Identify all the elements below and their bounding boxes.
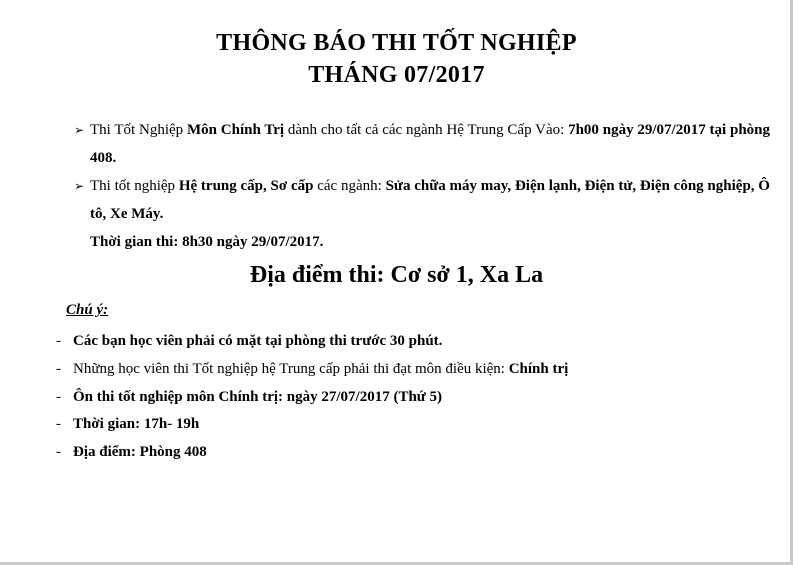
dash-bullet-icon: - bbox=[56, 389, 61, 405]
arrow-bullet-icon: ➢ bbox=[74, 123, 85, 137]
dash-bullet-icon: - bbox=[56, 444, 61, 460]
note-item-text: Những học viên thi Tốt nghiệp hệ Trung cấp phải thi đạt môn điều kiện: bbox=[73, 361, 509, 377]
note-item-text: Địa điểm: Phòng 408 bbox=[73, 444, 207, 460]
bullet1-subject: Môn Chính Trị bbox=[186, 122, 285, 138]
note-item-text: Các bạn học viên phải có mặt tại phòng thi trước 30 phút. bbox=[73, 333, 443, 349]
exam-bullet-politics-text bbox=[90, 116, 770, 172]
page-title-line2: THÁNG 07/2017 bbox=[308, 62, 485, 88]
exam-bullet-politics bbox=[74, 116, 770, 172]
note-item bbox=[56, 386, 442, 408]
exam-time-value: : 8h30 ngày 29/07/2017. bbox=[173, 234, 324, 250]
note-item-text: Ôn thi tốt nghiệp môn Chính trị: ngày 27/07/2017 (Thứ 5) bbox=[73, 389, 443, 405]
page-title-line1: THÔNG BÁO THI TỐT NGHIỆP bbox=[216, 30, 577, 56]
bullet1-datetime: 7h00 ngày 29/07/2017 tại phòng 408. bbox=[90, 122, 771, 166]
note-item-text: Thời gian: 17h- 19h bbox=[73, 416, 200, 432]
note-item bbox=[56, 413, 199, 435]
arrow-bullet-icon: ➢ bbox=[74, 179, 85, 193]
note-item bbox=[56, 358, 568, 380]
bullet2-majors: Sửa chữa máy may, Điện lạnh, Điện tử, Điện công nghiệp, Ô tô, Xe Máy. bbox=[90, 178, 770, 222]
bullet2-level: Hệ trung cấp, Sơ cấp bbox=[178, 178, 314, 194]
exam-location: Địa điểm thi: Cơ sở 1, Xa La bbox=[249, 262, 544, 288]
note-heading: Chú ý: bbox=[66, 302, 109, 318]
bullet1-part3: dành cho tất cả các ngành Hệ Trung Cấp Vào: bbox=[284, 122, 569, 138]
dash-bullet-icon: - bbox=[56, 361, 61, 377]
bullet2-part1: Thi tốt nghiệp bbox=[90, 178, 179, 194]
dash-bullet-icon: - bbox=[56, 333, 61, 349]
exam-time bbox=[90, 228, 323, 256]
dash-bullet-icon: - bbox=[56, 416, 61, 432]
note-item bbox=[56, 330, 442, 352]
exam-bullet-majors bbox=[74, 172, 770, 228]
note-item-emphasis: Chính trị bbox=[508, 361, 569, 377]
bullet2-part3: các ngành: bbox=[313, 178, 386, 194]
bullet1-part1: Thi Tốt Nghiệp bbox=[90, 122, 187, 138]
note-item bbox=[56, 441, 207, 463]
exam-time-label: Thời gian thi bbox=[90, 234, 174, 250]
exam-bullet-majors-text bbox=[90, 172, 770, 228]
